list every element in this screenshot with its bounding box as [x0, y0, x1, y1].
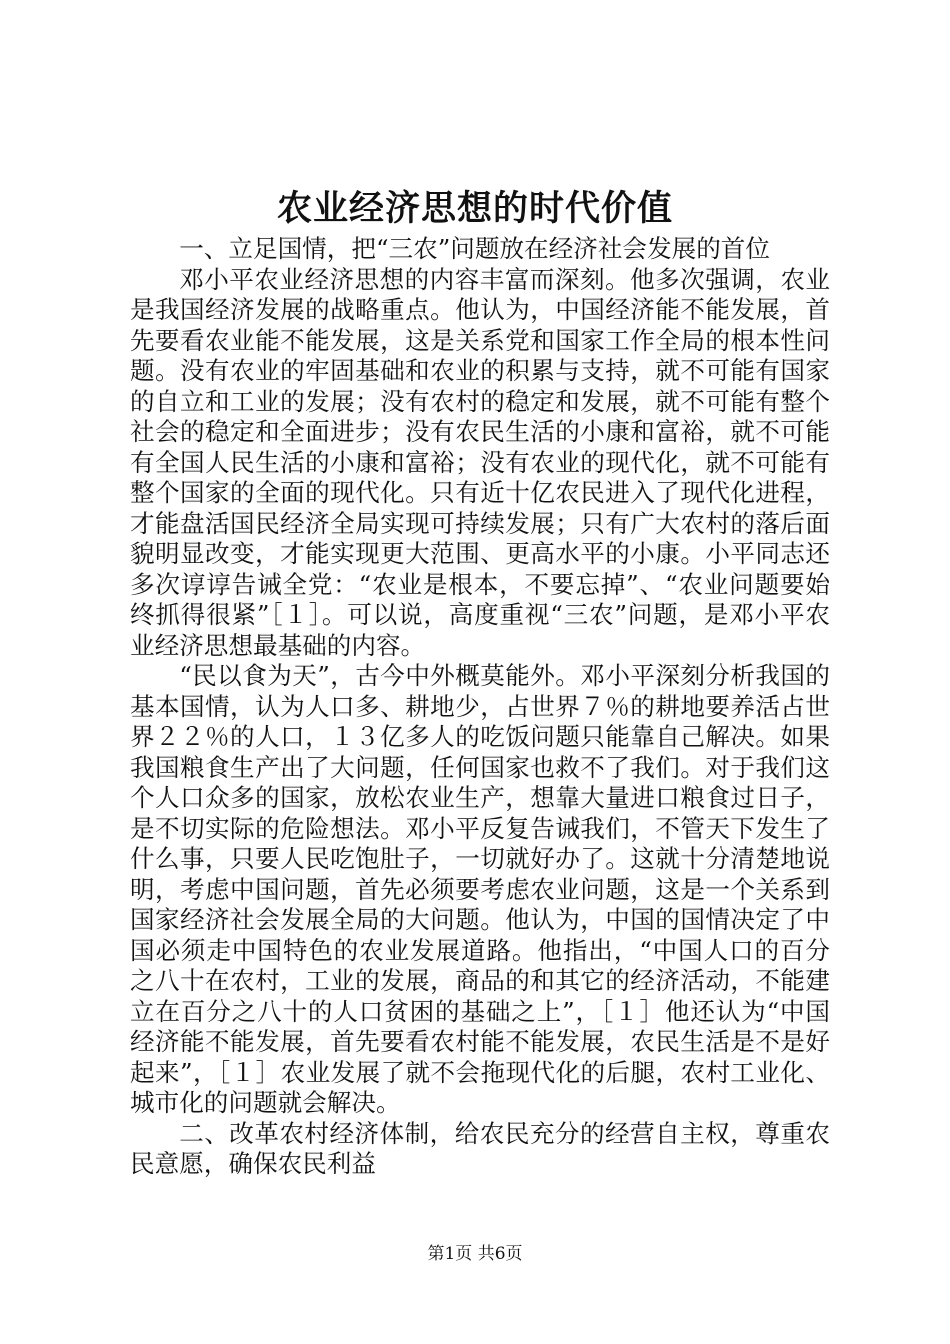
page-number-footer: 第1页 共6页 [427, 1244, 523, 1264]
document-body [130, 234, 830, 1180]
body-paragraph-2: “民以食为天”，古今中外概莫能外。邓小平深刻分析我国的基本国情，认为人口多、耕地少，占世界７％的耕地要养活占世界２２％的人口，１３亿多人的吃饭问题只能靠自己解决。如果我国粮食生产出了大问题，任何国家也救不了我们。对于我们这个人口众多的国家，放松农业生产，想靠大量进口粮食过日子，是不切实际的危险想法。邓小平反复告诫我们，不管天下发生了什么事，只要人民吃饱肚子，一切就好办了。这就十分清楚地说明，考虑中国问题，首先必须要考虑农业问题，这是一个关系到国家经济社会发展全局的大问题。他认为，中国的国情决定了中国必须走中国特色的农业发展道路。他指出，“中国人口的百分之八十在农村，工业的发展，商品的和其它的经济活动，不能建立在百分之八十的人口贫困的基础之上”，［１］他还认为“中国经济能不能发展，首先要看农村能不能发展，农民生活是不是好起来”，［１］农业发展了就不会拖现代化的后腿，农村工业化、城市化的问题就会解决。 [130, 661, 830, 1117]
section-heading-1: 一、立足国情，把“三农”问题放在经济社会发展的首位 [179, 234, 770, 263]
body-paragraph-1: 邓小平农业经济思想的内容丰富而深刻。他多次强调，农业是我国经济发展的战略重点。他认为，中国经济能不能发展，首先要看农业能不能发展，这是关系党和国家工作全局的根本性问题。没有农业的牢固基础和农业的积累与支持，就不可能有国家的自立和工业的发展；没有农村的稳定和发展，就不可能有整个社会的稳定和全面进步；没有农民生活的小康和富裕，就不可能有全国人民生活的小康和富裕；没有农业的现代化，就不可能有整个国家的全面的现代化。只有近十亿农民进入了现代化进程，才能盘活国民经济全局实现可持续发展；只有广大农村的落后面貌明显改变，才能实现更大范围、更高水平的小康。小平同志还多次谆谆告诫全党：“农业是根本，不要忘掉”、“农业问题要始终抓得很紧”［１］。可以说，高度重视“三农”问题，是邓小平农业经济思想最基础的内容。 [130, 264, 830, 660]
document-title: 农业经济思想的时代价值 [276, 188, 673, 229]
section-heading-2: 二、改革农村经济体制，给农民充分的经营自主权，尊重农民意愿，确保农民利益 [130, 1118, 830, 1178]
